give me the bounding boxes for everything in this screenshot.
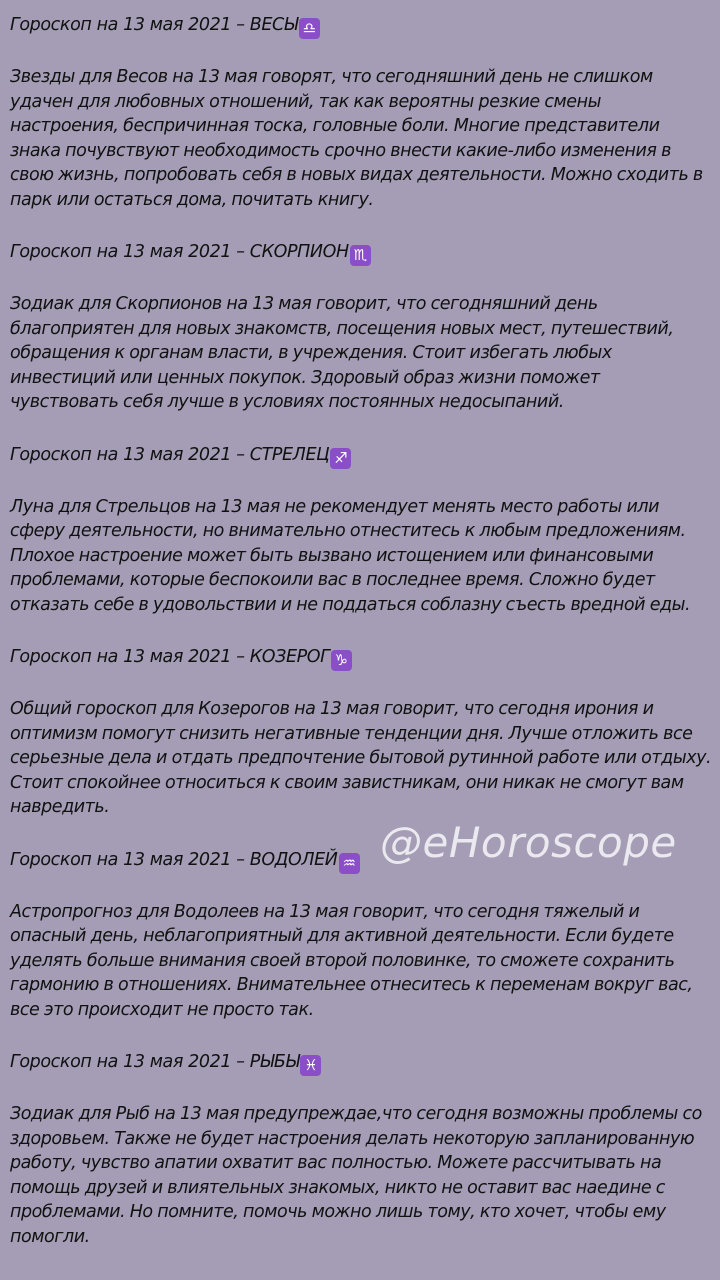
section-title: Гороскоп на 13 мая 2021 – ВЕСЫ (10, 15, 298, 35)
section-text: Зодиак для Скорпионов на 13 мая говорит, что сегодняшний день благоприятен для новых знакомств, посещения новых мест, путешествий, обращения к органам власти, в учреждения. Стоит избегать любых инвестиций или ценных покупок. Здоровый образ жизни поможет чувствовать себя лучше в условиях постоянных недосыпаний. (10, 294, 674, 412)
section-sagittarius (10, 442, 712, 618)
pisces-icon: ♓ (300, 1055, 321, 1076)
capricorn-icon: ♑ (331, 650, 352, 671)
section-title: Гороскоп на 13 мая 2021 – КОЗЕРОГ (10, 647, 330, 667)
section-heading (10, 239, 712, 266)
libra-icon: ♎ (299, 18, 320, 39)
section-scorpio (10, 239, 712, 415)
section-libra (10, 12, 712, 212)
section-text: Астропрогноз для Водолеев на 13 мая говорит, что сегодня тяжелый и опасный день, неблагоприятный для активной деятельности. Если будете уделять больше внимания своей второй половинке, то сможете сохранить гармонию в отношениях. Внимательнее отнеситесь к переменам вокруг вас, все это происходит не просто так. (10, 901, 693, 1020)
section-text: Общий гороскоп для Козерогов на 13 мая говорит, что сегодня ирония и оптимизм помогут снизить негативные тенденции дня. Лучше отложить все серьезные дела и отдать предпочтение бытовой рутинной работе или отдыху. Стоит спокойнее относиться к своим завистникам, они никак не смогут вам навредить. (10, 699, 712, 817)
aquarius-icon: ♒ (339, 853, 360, 874)
section-pisces (10, 1049, 712, 1249)
watermark: @eHoroscope (380, 818, 677, 867)
sagittarius-icon: ♐ (330, 448, 351, 469)
section-heading (10, 644, 712, 671)
section-title: Гороскоп на 13 мая 2021 – ВОДОЛЕЙ (10, 849, 338, 870)
section-text: Луна для Стрельцов на 13 мая не рекомендует менять место работы или сферу деятельности, но внимательно отнеститесь к любым предложениям. Плохое настроение может быть вызвано истощением или финансовыми проблемами, которые беспокоили вас в последнее время. Сложно будет отказать себе в удовольствии и не поддаться соблазну съесть вредной еды. (10, 496, 691, 615)
section-capricorn (10, 644, 712, 820)
section-title: Гороскоп на 13 мая 2021 – РЫБЫ (10, 1052, 300, 1072)
scorpio-icon: ♏ (350, 245, 371, 266)
section-text: Звезды для Весов на 13 мая говорят, что сегодняшний день не слишком удачен для любовных отношений, так как вероятны резкие смены настроения, беспричинная тоска, головные боли. Многие представители знака почувствуют необходимость срочно внести какие-либо изменения в свою жизнь, попробовать себя в новых видах деятельности. Можно сходить в парк или остаться дома, почитать книгу. (10, 67, 703, 210)
section-heading (10, 1049, 712, 1076)
section-text: Зодиак для Рыб на 13 мая предупреждае,что сегодня возможны проблемы со здоровьем. Также не будет настроения делать некоторую запланированную работу, чувство апатии охватит вас полностью. Можете рассчитывать на помощь друзей и влиятельных знакомых, никто не оставит вас наедине с проблемами. Но помните, помочь можно лишь тому, кто хочет, чтобы ему помогли. (10, 1104, 702, 1247)
section-heading (10, 12, 712, 39)
section-title: Гороскоп на 13 мая 2021 – СКОРПИОН (10, 242, 349, 262)
section-heading (10, 442, 712, 469)
section-title: Гороскоп на 13 мая 2021 – СТРЕЛЕЦ (10, 444, 330, 465)
horoscope-document (10, 12, 712, 1276)
section-aquarius (10, 847, 712, 1023)
